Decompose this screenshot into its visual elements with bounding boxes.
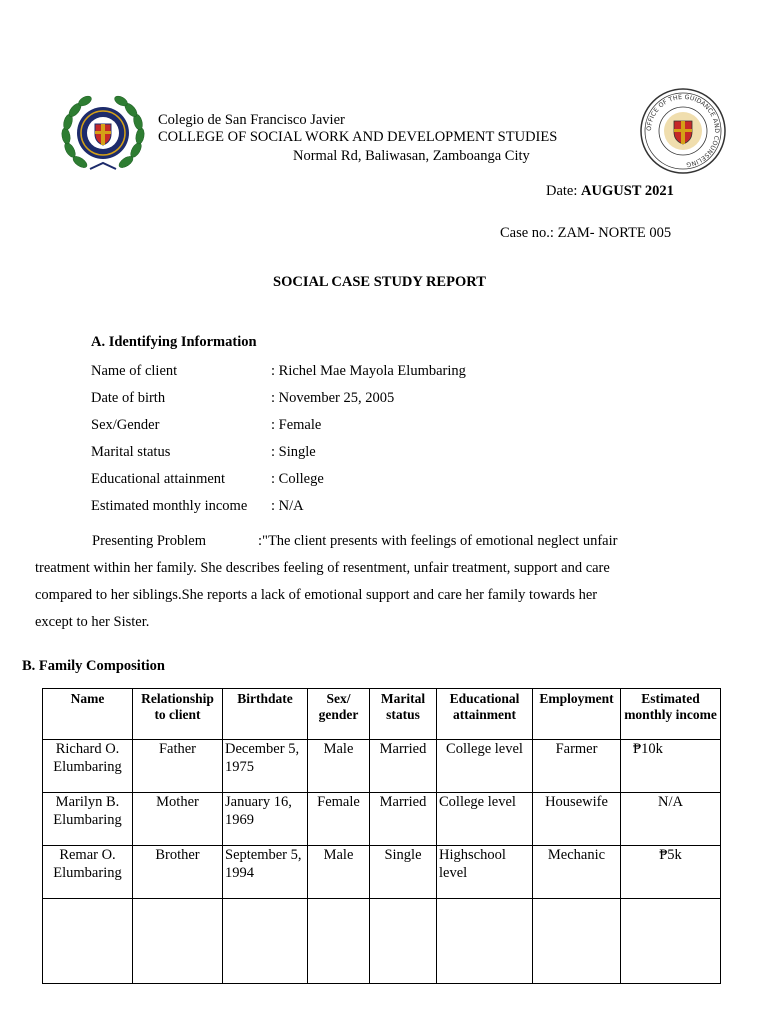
cell-birthdate: January 16, 1969 [223, 793, 308, 846]
presenting-problem-line-4: except to her Sister. [35, 614, 150, 630]
column-header-relationship: Relationship to client [133, 689, 223, 740]
presenting-problem-line-1: :"The client presents with feelings of emotional neglect unfair [258, 533, 618, 549]
table-row [43, 846, 721, 899]
table-row [43, 740, 721, 793]
presenting-problem-label: Presenting Problem [92, 533, 206, 549]
cell-name [43, 899, 133, 984]
date-label: Date: [546, 183, 582, 199]
section-b-heading: B. Family Composition [22, 658, 165, 674]
cell-income [621, 899, 721, 984]
field-value-dob: : November 25, 2005 [271, 390, 395, 406]
presenting-problem-line-3: compared to her siblings.She reports a lack of emotional support and care her family towards her [35, 587, 598, 603]
table-header-row [43, 689, 721, 740]
cell-employment: Mechanic [533, 846, 621, 899]
cell-sex: Female [308, 793, 370, 846]
cell-relationship: Brother [133, 846, 223, 899]
cell-relationship [133, 899, 223, 984]
column-header-education: Educational attainment [437, 689, 533, 740]
cell-employment [533, 899, 621, 984]
family-composition-table [42, 688, 721, 984]
cell-sex [308, 899, 370, 984]
report-date [546, 183, 674, 200]
case-number: Case no.: ZAM- NORTE 005 [500, 225, 672, 241]
cell-education: College level [437, 793, 533, 846]
column-header-birthdate: Birthdate [223, 689, 308, 740]
field-label-name: Name of client [91, 363, 178, 379]
cell-education [437, 899, 533, 984]
field-label-sex: Sex/Gender [91, 417, 160, 433]
date-value: AUGUST 2021 [581, 183, 674, 199]
cell-birthdate: December 5, 1975 [223, 740, 308, 793]
field-label-education: Educational attainment [91, 471, 226, 487]
presenting-problem-line-2: treatment within her family. She describes feeling of resentment, unfair treatment, support and care [35, 560, 610, 576]
column-header-marital: Marital status [370, 689, 437, 740]
cell-sex: Male [308, 740, 370, 793]
college-address: Normal Rd, Baliwasan, Zamboanga City [293, 148, 530, 164]
college-seal-icon [60, 90, 146, 176]
cell-education: Highschool level [437, 846, 533, 899]
cell-name: Remar O. Elumbaring [43, 846, 133, 899]
field-label-marital: Marital status [91, 444, 171, 460]
cell-birthdate [223, 899, 308, 984]
column-header-name: Name [43, 689, 133, 740]
school-name: Colegio de San Francisco Javier [158, 112, 345, 128]
field-value-sex: : Female [271, 417, 322, 433]
cell-income: ₱10k [621, 740, 721, 793]
report-title: SOCIAL CASE STUDY REPORT [273, 274, 486, 290]
field-value-income: : N/A [271, 498, 304, 514]
cell-marital: Married [370, 740, 437, 793]
field-value-education: : College [271, 471, 324, 487]
cell-income: N/A [621, 793, 721, 846]
guidance-office-seal-icon [638, 86, 728, 176]
cell-relationship: Father [133, 740, 223, 793]
college-name: COLLEGE OF SOCIAL WORK AND DEVELOPMENT STUDIES [158, 129, 558, 145]
cell-sex: Male [308, 846, 370, 899]
column-header-employment: Employment [533, 689, 621, 740]
field-label-dob: Date of birth [91, 390, 166, 406]
field-value-marital: : Single [271, 444, 316, 460]
table-row [43, 899, 721, 984]
cell-relationship: Mother [133, 793, 223, 846]
cell-name: Richard O. Elumbaring [43, 740, 133, 793]
cell-marital: Single [370, 846, 437, 899]
column-header-sex: Sex/ gender [308, 689, 370, 740]
cell-birthdate: September 5, 1994 [223, 846, 308, 899]
cell-name: Marilyn B. Elumbaring [43, 793, 133, 846]
cell-marital [370, 899, 437, 984]
field-value-name: : Richel Mae Mayola Elumbaring [271, 363, 466, 379]
cell-employment: Farmer [533, 740, 621, 793]
cell-employment: Housewife [533, 793, 621, 846]
cell-marital: Married [370, 793, 437, 846]
seal-text: OFFICE OF THE GUIDANCE AND COUNSELING [645, 93, 721, 168]
section-a-heading: A. Identifying Information [91, 334, 257, 350]
cell-education: College level [437, 740, 533, 793]
cell-income: ₱5k [621, 846, 721, 899]
table-row [43, 793, 721, 846]
column-header-income: Estimated monthly income [621, 689, 721, 740]
field-label-income: Estimated monthly income [91, 498, 248, 514]
